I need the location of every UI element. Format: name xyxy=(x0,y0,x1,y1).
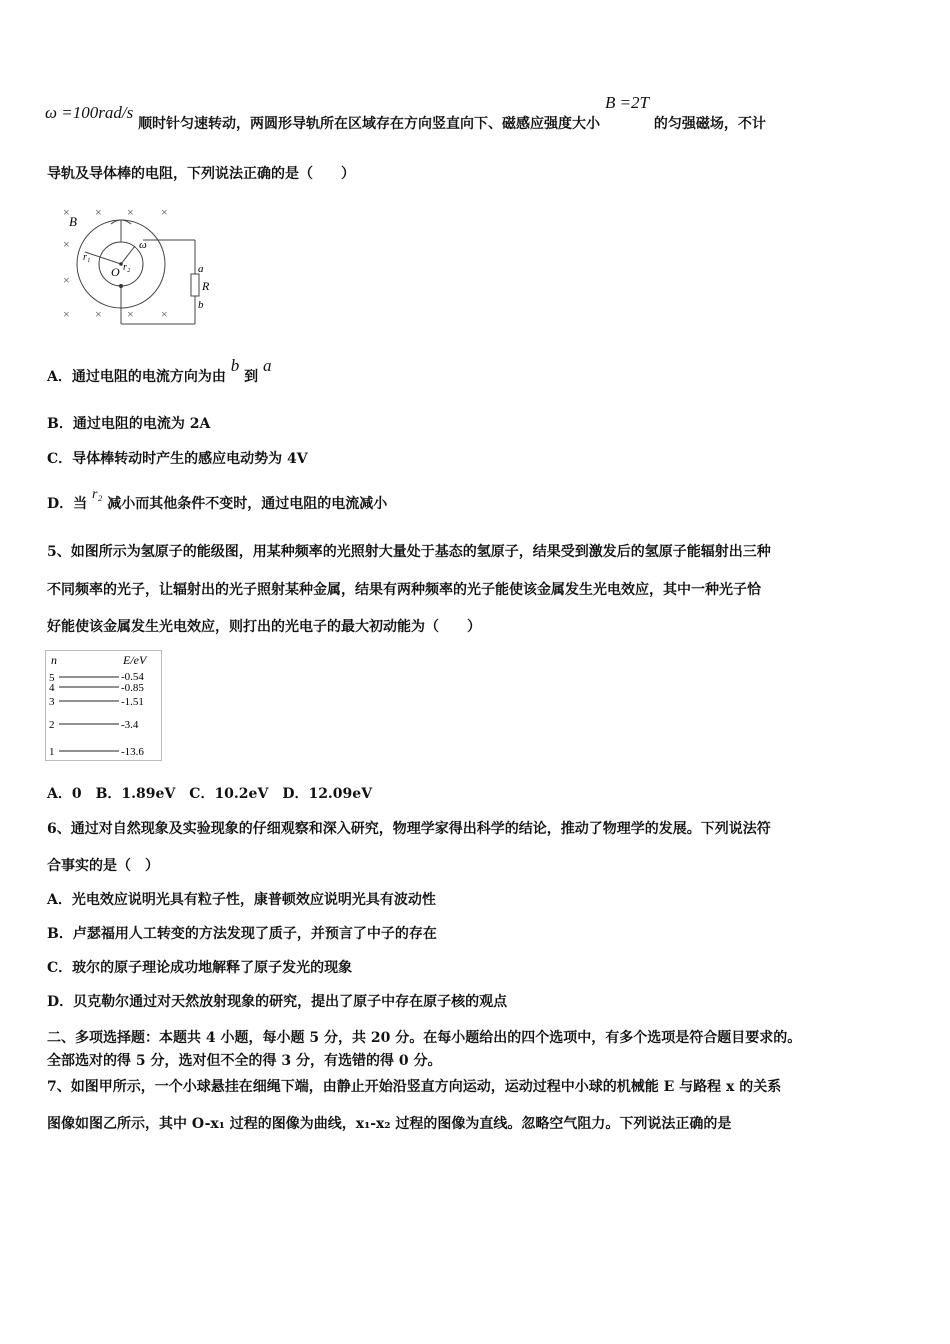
svg-text:×: × xyxy=(127,205,134,219)
level-e-2: -3.4 xyxy=(121,719,139,731)
fig-label-b: B xyxy=(69,214,77,229)
svg-text:×: × xyxy=(63,307,70,321)
q4-option-c: C．导体棒转动时产生的感应电动势为 4V xyxy=(47,451,308,467)
fig-label-omega: ω xyxy=(139,239,147,251)
omega-expression: ω =100rad/s xyxy=(45,103,134,122)
svg-text:×: × xyxy=(95,205,102,219)
q4-line2: 导轨及导体棒的电阻，下列说法正确的是（ ） xyxy=(47,166,355,182)
option-a-a: a xyxy=(263,356,272,375)
q5-line1: 5、如图所示为氢原子的能级图，用某种频率的光照射大量处于基态的氢原子，结果受到激发后的氢原子能辐射出三种 xyxy=(47,544,771,560)
option-a-b: b xyxy=(230,356,240,375)
q6-line1: 6、通过对自然现象及实验现象的仔细观察和深入研究，物理学家得出科学的结论，推动了物理学的发展。下列说法符 xyxy=(47,821,771,837)
option-a-mid: 到 xyxy=(244,369,259,385)
q6-option-c: C．玻尔的原子理论成功地解释了原子发光的现象 xyxy=(47,960,353,976)
svg-text:×: × xyxy=(63,273,70,287)
q4-line1 xyxy=(45,93,766,132)
level-e-1: -13.6 xyxy=(121,746,144,758)
magnetic-field-marks xyxy=(63,205,168,321)
level-n-4: 4 xyxy=(49,682,55,694)
fig-label-r: R xyxy=(202,279,210,293)
svg-text:×: × xyxy=(95,307,102,321)
n-header: n xyxy=(51,653,57,667)
q7-line1: 7、如图甲所示，一个小球悬挂在细绳下端，由静止开始沿竖直方向运动，运动过程中小球的机械能 E 与路程 x 的关系 xyxy=(47,1079,782,1095)
option-d-prefix: D．当 xyxy=(47,496,88,512)
q4-option-b: B．通过电阻的电流为 2A xyxy=(47,416,211,432)
fig-label-r1: r₁ xyxy=(83,252,91,263)
option-d-r2: r₂ xyxy=(92,487,103,502)
q6-option-a: A．光电效应说明光具有粒子性，康普顿效应说明光具有波动性 xyxy=(47,892,436,908)
fig-label-b-point: b xyxy=(198,299,204,311)
svg-text:×: × xyxy=(63,205,70,219)
svg-text:×: × xyxy=(127,307,134,321)
svg-text:×: × xyxy=(161,307,168,321)
svg-text:×: × xyxy=(161,205,168,219)
level-n-5: 5 xyxy=(49,672,55,684)
level-e-5: -0.54 xyxy=(121,671,144,683)
b-field-expression: B =2T xyxy=(604,93,649,112)
q4-line1-tail: 的匀强磁场，不计 xyxy=(653,116,766,132)
fig-label-o: O xyxy=(111,265,120,279)
level-n-3: 3 xyxy=(49,696,55,708)
svg-text:×: × xyxy=(63,237,70,251)
q6-line2: 合事实的是（ ） xyxy=(47,858,159,874)
q4-option-a xyxy=(47,356,272,387)
section2-line2: 全部选对的得 5 分，选对但不全的得 3 分，有选错的得 0 分。 xyxy=(47,1053,442,1069)
level-n-1: 1 xyxy=(49,746,55,758)
level-n-2: 2 xyxy=(49,719,55,731)
q4-circuit-figure xyxy=(55,200,225,330)
q5-line3: 好能使该金属发生光电效应，则打出的光电子的最大初动能为（ ） xyxy=(47,619,481,635)
q7-line2: 图像如图乙所示，其中 O-x₁ 过程的图像为曲线，x₁-x₂ 过程的图像为直线。忽略空气阻力。下列说法正确的是 xyxy=(47,1116,732,1132)
q6-option-d: D．贝克勒尔通过对天然放射现象的研究，提出了原子中存在原子核的观点 xyxy=(47,994,508,1010)
q5-line2: 不同频率的光子，让辐射出的光子照射某种金属，结果有两种频率的光子能使该金属发生光电效应，其中一种光子恰 xyxy=(47,582,761,598)
q6-option-b: B．卢瑟福用人工转变的方法发现了质子，并预言了中子的存在 xyxy=(47,926,437,942)
energy-level-diagram xyxy=(45,650,163,762)
option-a-prefix: A．通过电阻的电流方向为由 xyxy=(47,369,226,385)
option-d-tail: 减小而其他条件不变时，通过电阻的电流减小 xyxy=(107,496,388,512)
level-e-4: -0.85 xyxy=(121,682,144,694)
q4-option-d xyxy=(47,487,388,515)
fig-label-r2: r₂ xyxy=(123,262,131,273)
level-e-3: -1.51 xyxy=(121,696,144,708)
q4-line1-text: 顺时针匀速转动，两圆形导轨所在区域存在方向竖直向下、磁感应强度大小 xyxy=(138,116,601,132)
e-header: E/eV xyxy=(123,653,147,667)
section2-line1: 二、多项选择题：本题共 4 小题，每小题 5 分，共 20 分。在每小题给出的四个选项中，有多个选项是符合题目要求的。 xyxy=(47,1030,802,1046)
q5-options: A．0 B．1.89eV C．10.2eV D．12.09eV xyxy=(47,786,373,802)
fig-label-a: a xyxy=(198,263,204,275)
